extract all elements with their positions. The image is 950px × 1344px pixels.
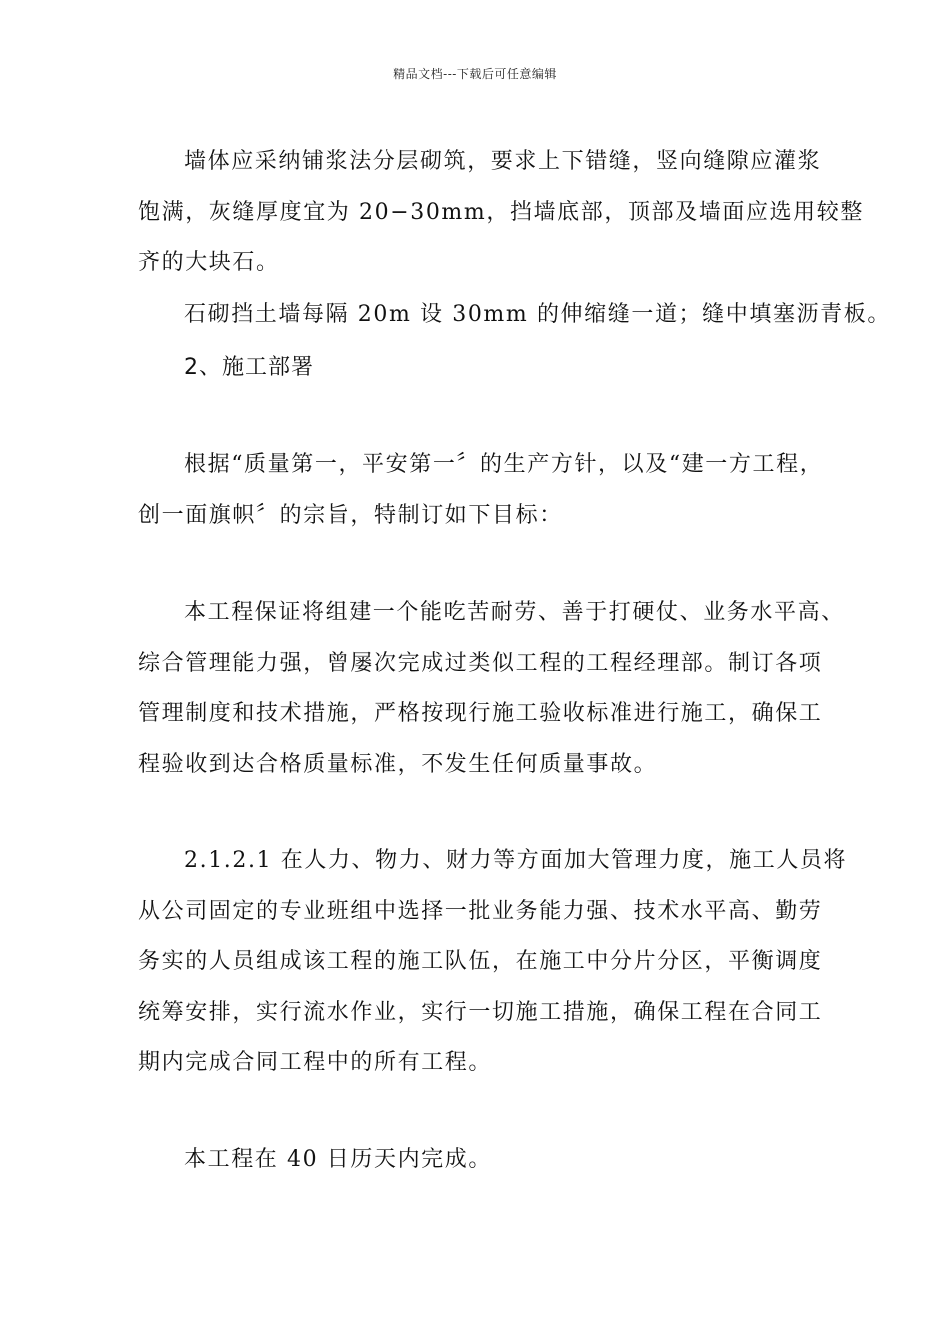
schedule-paragraph xyxy=(138,1135,858,1186)
text-line: 程验收到达合格质量标准，不发生任何质量事故。 xyxy=(138,751,658,777)
text-line: 本工程保证将组建一个能吃苦耐劳、善于打硬仗、业务水平高、 xyxy=(184,600,845,625)
resources-paragraph xyxy=(138,836,858,1089)
text-line: 根据“质量第一，平安第一〞的生产方针，以及“建一方工程， xyxy=(184,452,824,477)
text-line: 墙体应采纳铺浆法分层砌筑，要求上下错缝，竖向缝隙应灌浆 xyxy=(184,149,822,174)
text-line: 综合管理能力强，曾屡次完成过类似工程的工程经理部。制订各项 xyxy=(138,650,823,676)
expansion-joint-paragraph xyxy=(138,290,891,341)
section-heading: 2、施工部署 xyxy=(184,355,314,380)
text-line: 期内完成合同工程中的所有工程。 xyxy=(138,1050,493,1075)
text-line: 统筹安排，实行流水作业，实行一切施工措施，确保工程在合同工 xyxy=(138,999,823,1025)
text-line: 本工程在 40 日历天内完成。 xyxy=(184,1147,492,1172)
text-line: 饱满，灰缝厚度宜为 20−30mm，挡墙底部，顶部及墙面应选用较整 xyxy=(138,199,864,225)
text-line: 齐的大块石。 xyxy=(138,250,280,275)
masonry-paragraph xyxy=(138,137,864,289)
text-line: 2.1.2.1 在人力、物力、财力等方面加大管理力度，施工人员将 xyxy=(184,848,848,873)
goal-paragraph xyxy=(138,440,858,541)
text-line: 石砌挡土墙每隔 20m 设 30mm 的伸缩缝一道；缝中填塞沥青板。 xyxy=(184,302,891,327)
page-header: 精品文档---下载后可任意编辑 xyxy=(393,67,557,81)
text-line: 从公司固定的专业班组中选择一批业务能力强、技术水平高、勤劳 xyxy=(138,898,823,924)
text-line: 务实的人员组成该工程的施工队伍，在施工中分片分区，平衡调度 xyxy=(138,949,823,974)
quality-paragraph xyxy=(138,588,858,790)
text-line: 创一面旗帜〞的宗旨，特制订如下目标： xyxy=(138,502,563,528)
text-line: 管理制度和技术措施，严格按现行施工验收标准进行施工，确保工 xyxy=(138,701,823,726)
